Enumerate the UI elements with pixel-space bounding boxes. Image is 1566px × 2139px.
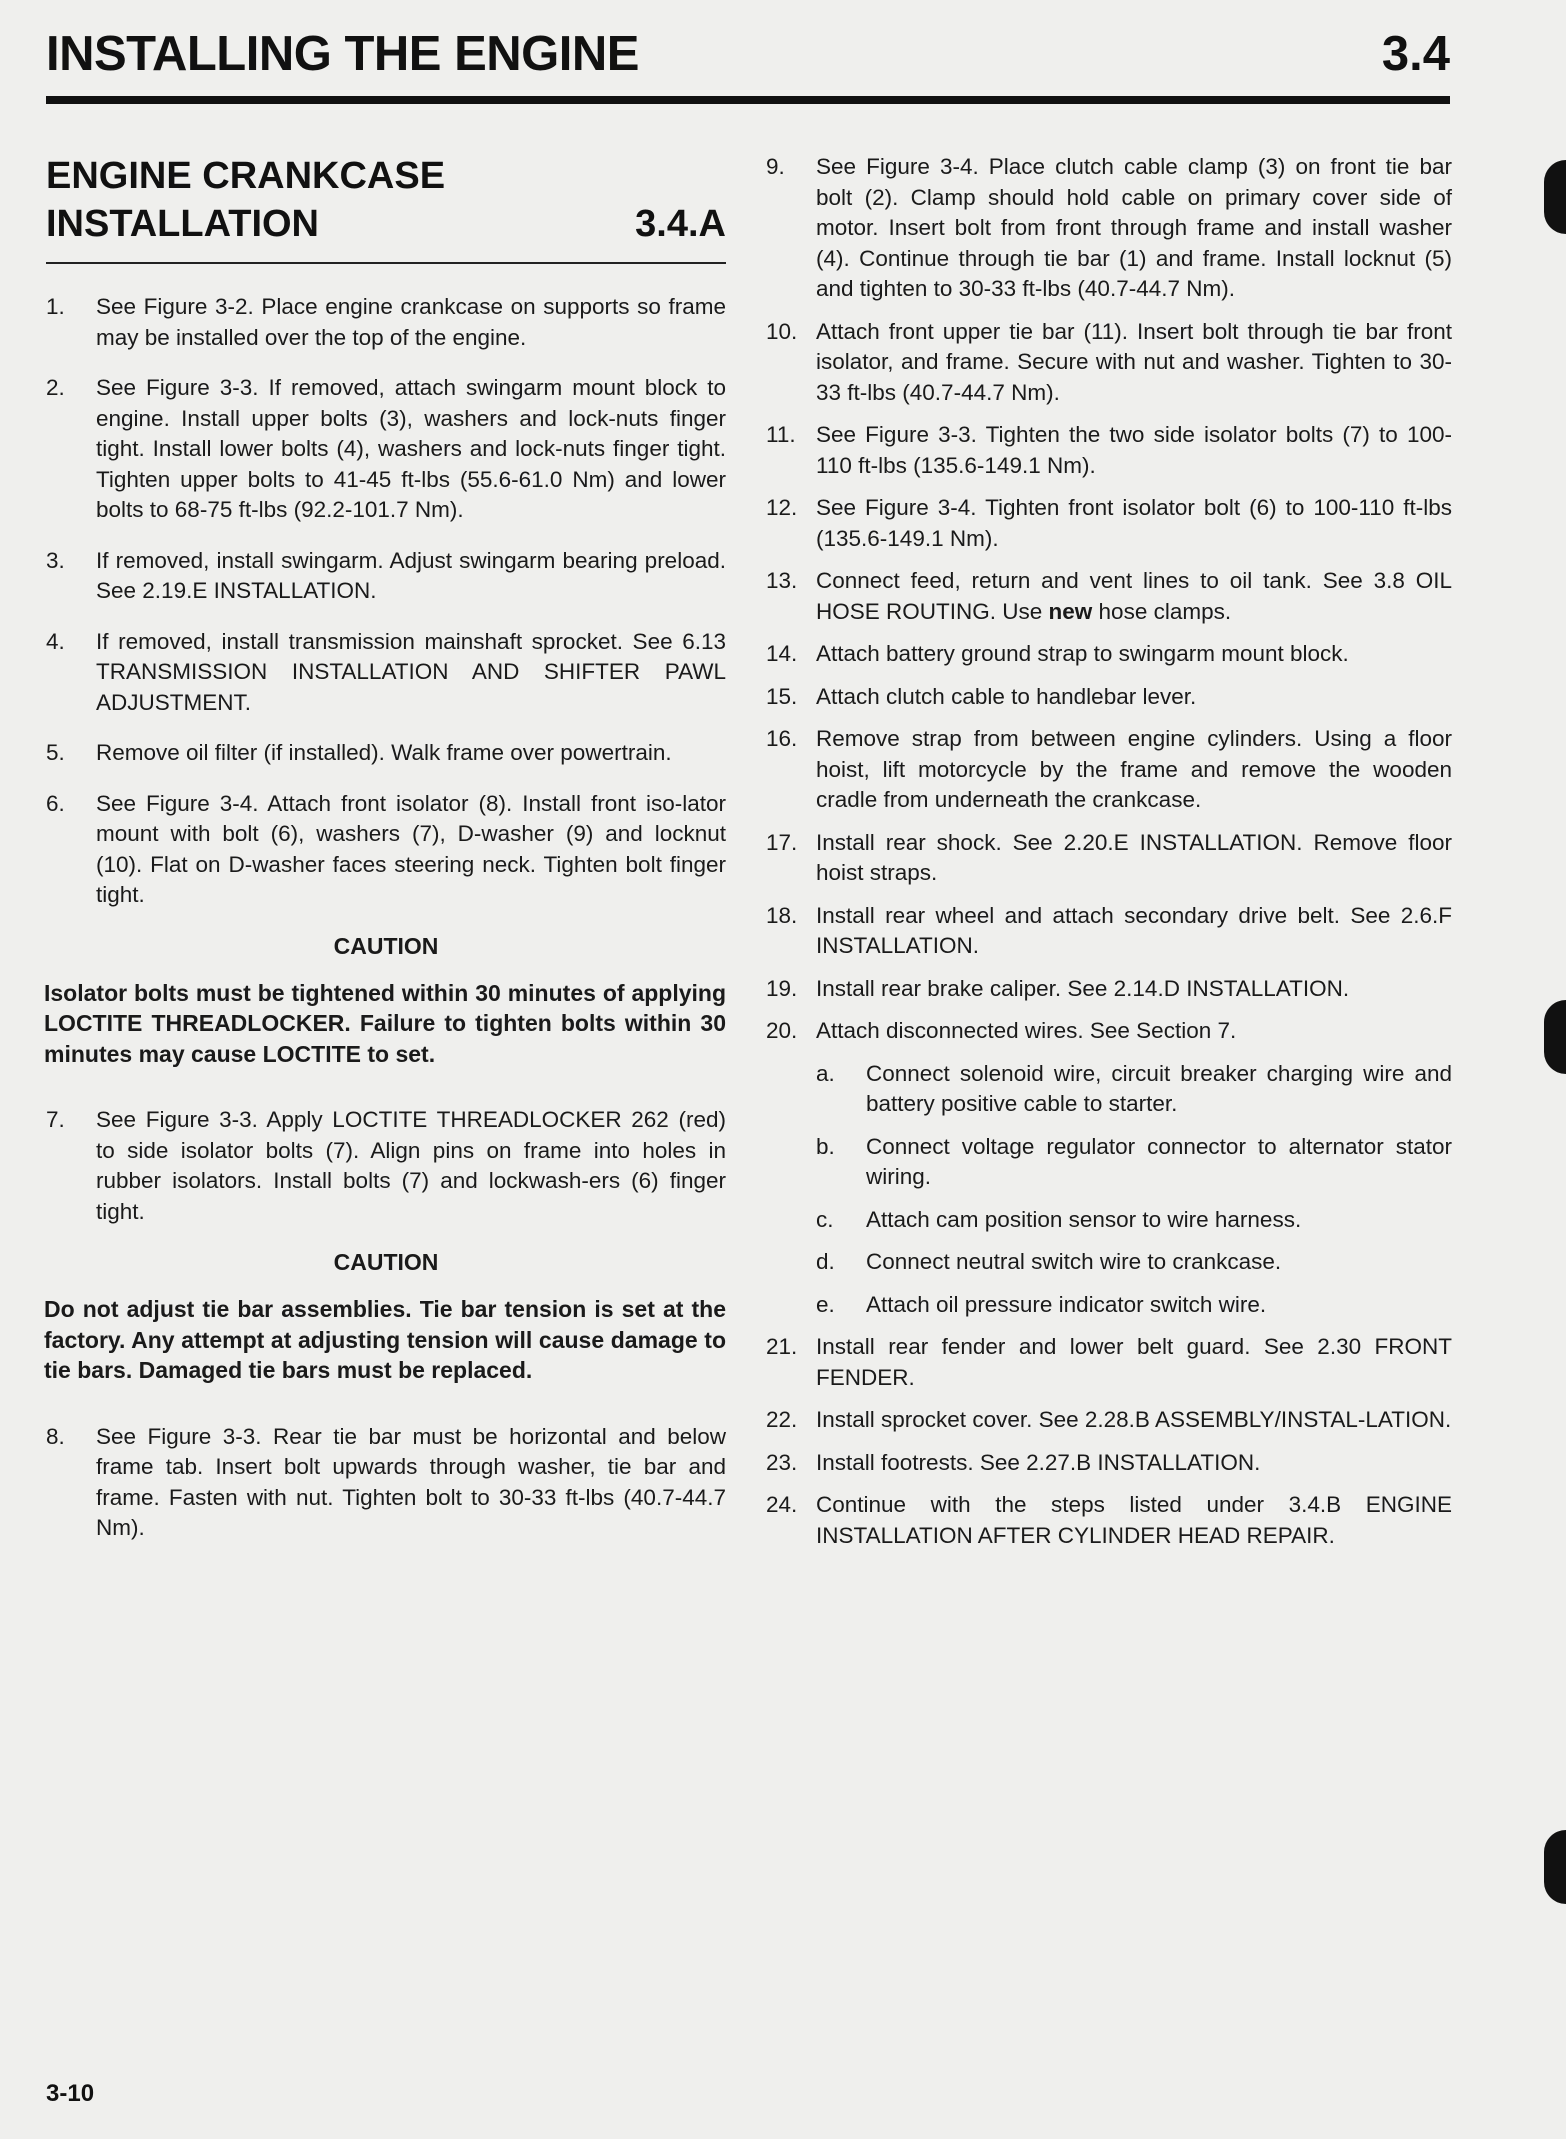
step-4 [46, 627, 726, 719]
step-number: 2. [46, 375, 65, 400]
step-text: Attach disconnected wires. See Section 7. [816, 1018, 1237, 1043]
step-text: Install rear wheel and attach secondary drive belt. See 2.6.F INSTALLATION. [816, 902, 1452, 958]
step-21 [766, 1332, 1452, 1393]
step-17 [766, 828, 1452, 889]
step-text: See Figure 3-3. Tighten the two side isolator bolts (7) to 100-110 ft-lbs (135.6-149.1 Nm). [816, 422, 1452, 478]
step-number: 10. [766, 318, 798, 344]
step-16 [766, 724, 1452, 816]
substep-c [766, 1205, 1452, 1236]
substep-letter: a. [816, 1060, 835, 1086]
step-text: Install footrests. See 2.27.B INSTALLATION. [816, 1449, 1261, 1475]
substep-e [766, 1290, 1452, 1321]
step-14 [766, 639, 1452, 670]
step-7 [46, 1105, 726, 1227]
step-number: 11. [766, 422, 796, 447]
substep-letter: b. [816, 1133, 835, 1159]
step-2 [46, 373, 726, 526]
step-13 [766, 566, 1452, 627]
step-text: Install rear brake caliper. See 2.14.D INSTALLATION. [816, 975, 1350, 1001]
substep-b [766, 1132, 1452, 1193]
step-text: Attach front upper tie bar (11). Insert bolt through tie bar front isolator, and frame. Secure with nut and washer. Tighten to 30-33 ft-lbs (40.7-44.7 Nm). [816, 318, 1452, 405]
step-12 [766, 493, 1452, 554]
step-6 [46, 789, 726, 911]
step-number: 12. [766, 495, 798, 520]
left-column [46, 152, 726, 1564]
step-text: Install rear fender and lower belt guard. See 2.30 FRONT FENDER. [816, 1334, 1452, 1390]
step-number: 7. [46, 1107, 65, 1132]
section-title-line1: ENGINE CRANKCASE [46, 155, 446, 197]
header-rule [46, 96, 1450, 104]
step-number: 19. [766, 975, 798, 1001]
step-text: See Figure 3-4. Place clutch cable clamp (3) on front tie bar bolt (2). Clamp should hold cable on primary cover side of motor. Insert bolt from front through frame and install washer (4). Continue through tie bar (1) and frame. Install locknut (5) and tighten to 30-33 ft-lbs (40.7-44.7 Nm). [816, 154, 1452, 301]
substep-a [766, 1059, 1452, 1120]
caution-body: Do not adjust tie bar assemblies. Tie bar tension is set at the factory. Any attempt at adjusting tension will cause damage to tie bars. Damaged tie bars must be replaced. [44, 1296, 726, 1383]
step-number: 20. [766, 1018, 798, 1043]
step-1 [46, 292, 726, 353]
step-text-emphasis: new [1048, 598, 1093, 624]
step-text: See Figure 3-3. Rear tie bar must be horizontal and below frame tab. Insert bolt upwards through washer, tie bar and frame. Fasten with nut. Tighten bolt to 30-33 ft-lbs (40.7-44.7 Nm). [96, 1423, 726, 1540]
step-text: Attach clutch cable to handlebar lever. [816, 683, 1197, 709]
step-text: hose clamps. [1092, 598, 1232, 624]
step-text: If removed, install swingarm. Adjust swingarm bearing preload. See 2.19.E INSTALLATION. [96, 547, 726, 603]
chapter-title: INSTALLING THE ENGINE [46, 27, 639, 81]
step-text: See Figure 3-4. Tighten front isolator bolt (6) to 100-110 ft-lbs (135.6-149.1 Nm). [816, 495, 1452, 551]
step-number: 9. [766, 154, 785, 179]
section-number: 3.4.A [635, 203, 726, 245]
chapter-section-number: 3.4 [1381, 27, 1450, 81]
step-number: 6. [46, 790, 65, 816]
step-text: Install sprocket cover. See 2.28.B ASSEMBLY/INSTAL-LATION. [816, 1407, 1452, 1432]
binder-hole-bottom [1544, 1830, 1566, 1904]
right-column [766, 152, 1452, 1563]
step-text: See Figure 3-2. Place engine crankcase on supports so frame may be installed over the top of the engine. [96, 294, 726, 350]
substep-text: Connect solenoid wire, circuit breaker charging wire and battery positive cable to starter. [866, 1060, 1452, 1116]
page-number: 3-10 [46, 2080, 95, 2107]
step-number: 14. [766, 641, 798, 666]
substep-d [766, 1247, 1452, 1278]
caution-title: CAUTION [333, 1249, 439, 1275]
step-18 [766, 901, 1452, 962]
step-number: 13. [766, 568, 798, 593]
step-19 [766, 974, 1452, 1005]
substep-letter: e. [816, 1291, 835, 1317]
step-text: See Figure 3-3. Apply LOCTITE THREADLOCKER 262 (red) to side isolator bolts (7). Align pins on frame into holes in rubber isolators. Install bolts (7) and lockwash-ers (6) finger tight. [96, 1107, 726, 1224]
page-header [46, 22, 1450, 84]
step-number: 15. [766, 683, 798, 709]
step-text: Remove strap from between engine cylinders. Using a floor hoist, lift motorcycle by the frame and remove the wooden cradle from underneath the crankcase. [816, 726, 1452, 812]
step-number: 1. [46, 294, 65, 319]
step-number: 21. [766, 1334, 798, 1359]
step-number: 16. [766, 726, 798, 751]
step-10 [766, 317, 1452, 409]
step-number: 3. [46, 547, 65, 573]
substep-letter: d. [816, 1249, 835, 1274]
step-9 [766, 152, 1452, 305]
caution-body: Isolator bolts must be tightened within 30 minutes of applying LOCTITE THREADLOCKER. Failure to tighten bolts within 30 minutes may cause LOCTITE to set. [44, 979, 726, 1067]
step-number: 8. [46, 1423, 65, 1449]
step-number: 17. [766, 829, 798, 855]
step-text: Connect feed, return and vent lines to oil tank. See 3.8 OIL HOSE ROUTING. Use [816, 568, 1452, 624]
step-number: 18. [766, 902, 798, 928]
substep-text: Attach cam position sensor to wire harness. [866, 1206, 1302, 1232]
substep-letter: c. [816, 1206, 834, 1232]
step-text: Attach battery ground strap to swingarm mount block. [816, 641, 1349, 666]
binder-hole-top [1544, 160, 1566, 234]
step-23 [766, 1448, 1452, 1479]
step-22 [766, 1405, 1452, 1436]
step-20 [766, 1016, 1452, 1047]
step-text: Remove oil filter (if installed). Walk frame over powertrain. [96, 740, 672, 765]
step-8 [46, 1422, 726, 1544]
substep-text: Attach oil pressure indicator switch wire. [866, 1291, 1267, 1317]
step-number: 23. [766, 1449, 798, 1475]
binder-hole-middle [1544, 1000, 1566, 1074]
substep-text: Connect neutral switch wire to crankcase. [866, 1249, 1282, 1274]
step-number: 24. [766, 1492, 798, 1517]
step-text: See Figure 3-3. If removed, attach swingarm mount block to engine. Install upper bolts (3), washers and lock-nuts finger tight. Install lower bolts (4), washers and lock-nuts finger tight. Tighten upper bolts to 41-45 ft-lbs (55.6-61.0 Nm) and lower bolts to 68-75 ft-lbs (92.2-101.7 Nm). [96, 375, 726, 522]
section-heading [46, 152, 726, 252]
step-text: Install rear shock. See 2.20.E INSTALLATION. Remove floor hoist straps. [816, 829, 1452, 885]
step-15 [766, 682, 1452, 713]
step-11 [766, 420, 1452, 481]
caution-title: CAUTION [333, 932, 439, 959]
section-rule [46, 262, 726, 264]
step-text: Continue with the steps listed under 3.4.B ENGINE INSTALLATION AFTER CYLINDER HEAD REPAIR. [816, 1492, 1452, 1548]
step-text: If removed, install transmission mainshaft sprocket. See 6.13 TRANSMISSION INSTALLATION AND SHIFTER PAWL ADJUSTMENT. [96, 628, 726, 715]
step-number: 22. [766, 1407, 798, 1432]
step-24 [766, 1490, 1452, 1551]
section-title-line2: INSTALLATION [46, 203, 319, 245]
step-number: 4. [46, 628, 65, 654]
step-text: See Figure 3-4. Attach front isolator (8). Install front iso-lator mount with bolt (6), washers (7), D-washer (9) and locknut (10). Flat on D-washer faces steering neck. Tighten bolt finger tight. [96, 790, 726, 907]
step-5 [46, 738, 726, 769]
substep-text: Connect voltage regulator connector to alternator stator wiring. [866, 1133, 1452, 1189]
step-3 [46, 546, 726, 607]
step-number: 5. [46, 740, 65, 765]
